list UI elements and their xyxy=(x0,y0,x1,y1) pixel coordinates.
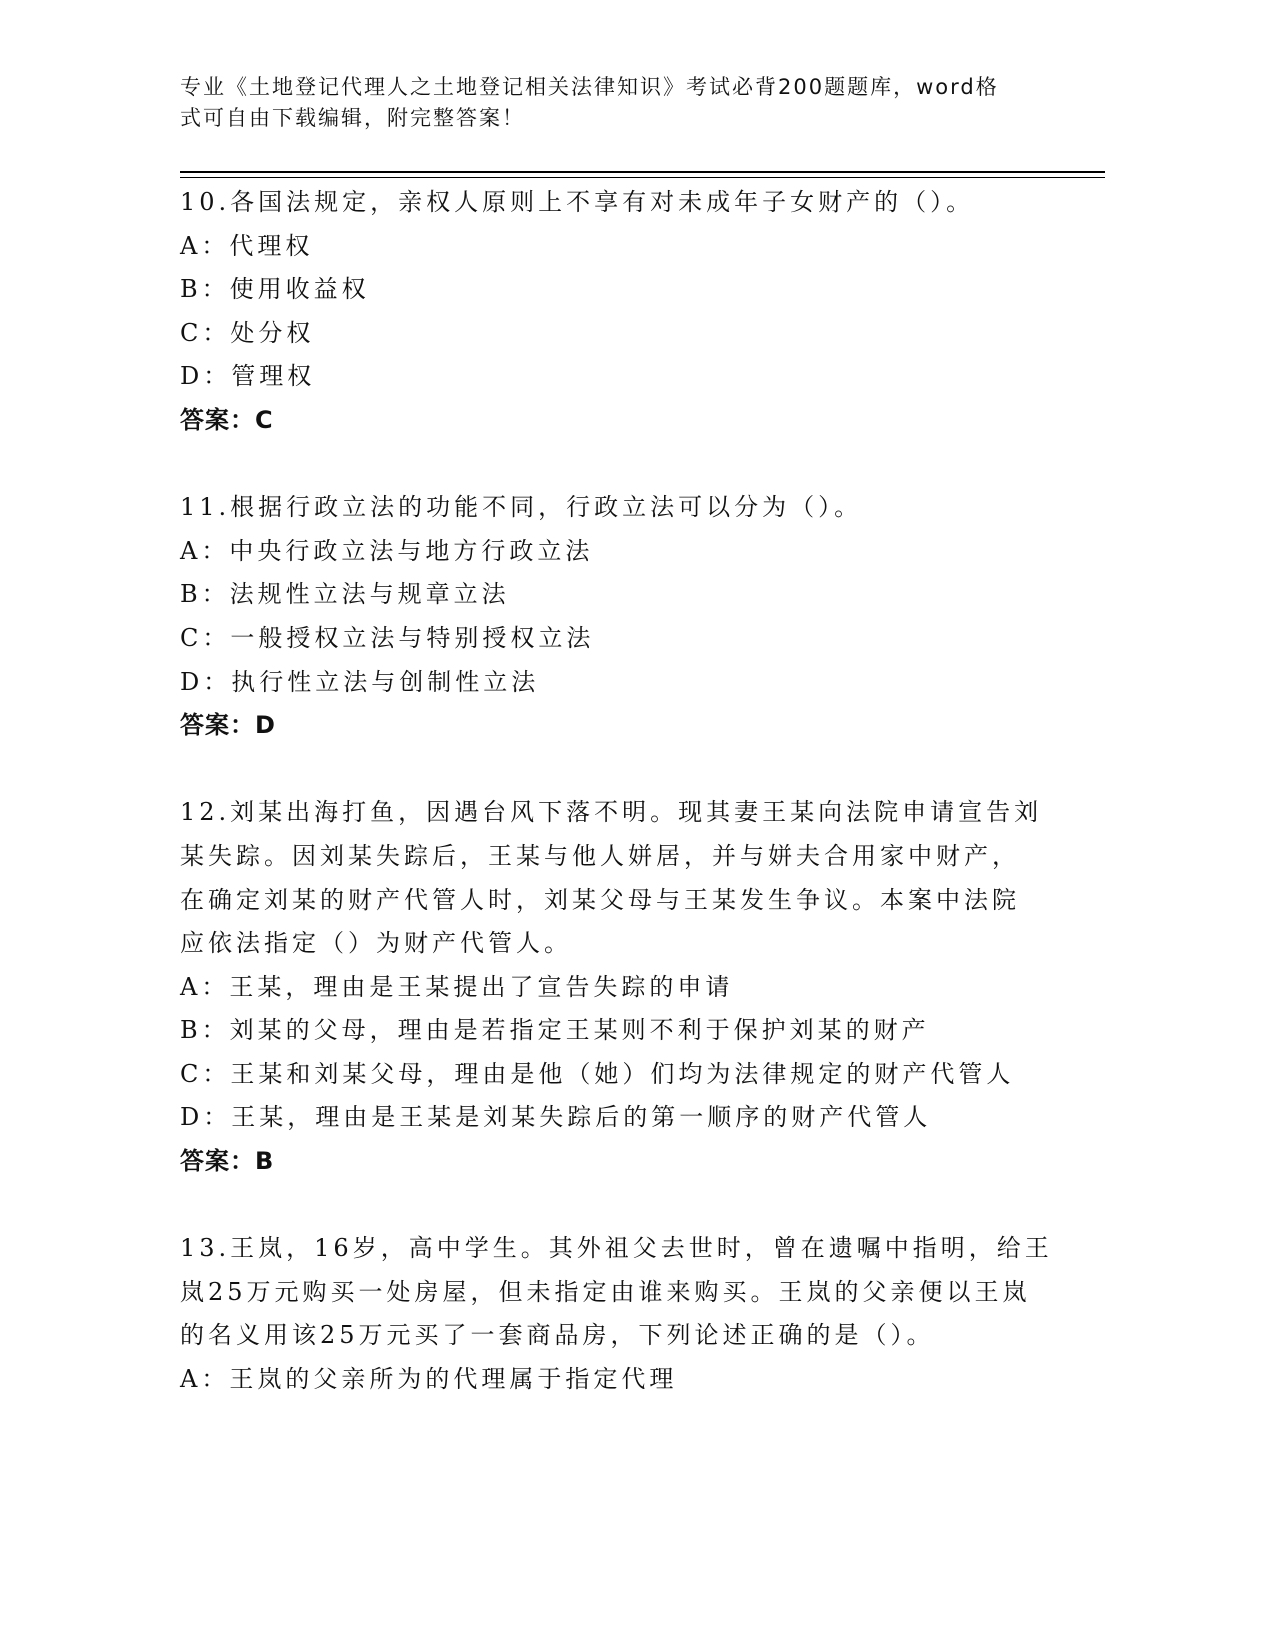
question-text: 应依法指定（）为财产代管人。 xyxy=(180,929,572,958)
header-divider-thin xyxy=(180,177,1105,178)
question-text: 在确定刘某的财产代管人时，刘某父母与王某发生争议。本案中法院 xyxy=(180,885,1020,914)
answer-option: C：一般授权立法与特别授权立法 xyxy=(180,623,595,652)
question-list xyxy=(180,181,1060,1445)
answer-option: B：法规性立法与规章立法 xyxy=(180,580,510,609)
correct-answer: 答案：D xyxy=(180,711,276,740)
document-header xyxy=(180,72,1040,134)
correct-answer: 答案：B xyxy=(180,1147,275,1176)
answer-option: D：王某，理由是王某是刘某失踪后的第一顺序的财产代管人 xyxy=(180,1103,932,1132)
question-text: 13.王岚，16岁，高中学生。其外祖父去世时，曾在遗嘱中指明，给王 xyxy=(180,1234,1053,1263)
answer-option: D：管理权 xyxy=(180,362,316,391)
question-text: 岚25万元购买一处房屋，但未指定由谁来购买。王岚的父亲便以王岚 xyxy=(180,1277,1031,1306)
question-text: 10.各国法规定，亲权人原则上不享有对未成年子女财产的（）。 xyxy=(180,188,975,216)
answer-option: A：中央行政立法与地方行政立法 xyxy=(180,536,594,565)
question-block xyxy=(180,486,1060,748)
answer-option: B：刘某的父母，理由是若指定王某则不利于保护刘某的财产 xyxy=(180,1016,930,1045)
question-text: 11.根据行政立法的功能不同，行政立法可以分为（）。 xyxy=(180,493,863,522)
answer-option: B：使用收益权 xyxy=(180,275,370,304)
question-block xyxy=(180,1227,1060,1401)
header-line: 专业《土地登记代理人之土地登记相关法律知识》考试必背200题题库，word格 xyxy=(180,75,999,99)
question-block xyxy=(180,181,1060,443)
question-text: 12.刘某出海打鱼，因遇台风下落不明。现其妻王某向法院申请宣告刘 xyxy=(180,798,1043,827)
correct-answer: 答案：C xyxy=(180,405,274,434)
answer-option: D：执行性立法与创制性立法 xyxy=(180,667,540,696)
answer-option: A：王岚的父亲所为的代理属于指定代理 xyxy=(180,1365,678,1394)
header-divider-thick xyxy=(180,171,1105,173)
header-line: 式可自由下载编辑，附完整答案！ xyxy=(180,106,525,130)
question-text: 某失踪。因刘某失踪后，王某与他人姘居，并与姘夫合用家中财产， xyxy=(180,841,1020,870)
answer-option: A：代理权 xyxy=(180,231,314,260)
question-block xyxy=(180,791,1060,1183)
answer-option: C：处分权 xyxy=(180,318,315,347)
question-text: 的名义用该25万元买了一套商品房，下列论述正确的是（）。 xyxy=(180,1321,935,1350)
answer-option: C：王某和刘某父母，理由是他（她）们均为法律规定的财产代管人 xyxy=(180,1059,1015,1088)
answer-option: A：王某，理由是王某提出了宣告失踪的申请 xyxy=(180,972,734,1001)
